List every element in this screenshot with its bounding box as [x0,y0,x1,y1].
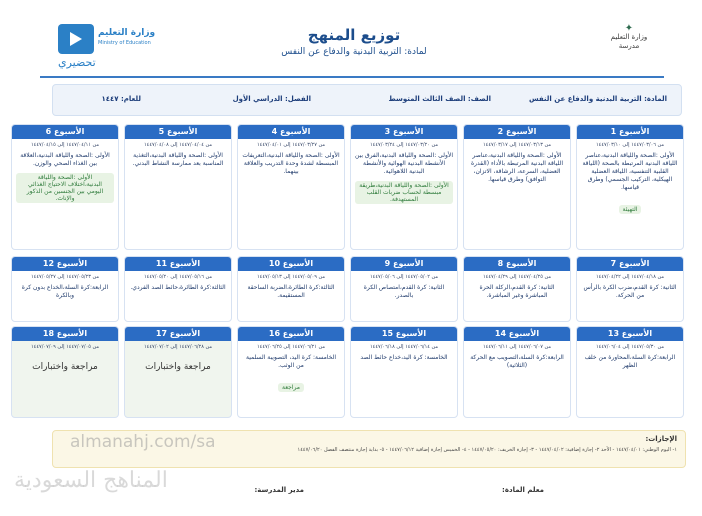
week-date: من ١٤٤٧/٠٤/٠٤ إلى ١٤٤٧/٠٤/٠٨ [143,142,213,148]
week-title: الأسبوع 14 [464,327,570,341]
week-title: الأسبوع 7 [577,257,683,271]
week-title: الأسبوع 3 [351,125,457,139]
week-card [463,124,571,250]
week-lesson: الثالثة:كرة الطائرة،الضربة الساحقة المستقيمة. [247,284,335,299]
week-date: من ١٤٤٧/٠٥/٠٩ إلى ١٤٤٧/٠٥/١٣ [256,274,326,280]
week-card [237,326,345,418]
week-date: من ١٤٤٧/٠٣/٢٠ إلى ١٤٤٧/٠٣/٢٤ [369,142,439,148]
week-lesson: الأولى :الصحة واللياقة البدنية،العلاقة بين الغذاء الصحي والوزن. [20,152,110,167]
week-card [350,326,458,418]
week-card [237,124,345,250]
week-card [11,256,119,322]
week-title: الأسبوع 8 [464,257,570,271]
week-title: الأسبوع 10 [238,257,344,271]
week-lesson: الأولى :الصحة واللياقة البدنية،التغذية المناسبة بعد ممارسة النشاط البدني. [132,152,224,167]
week-lesson: الخامسة: كرة اليد،خداع حائط الصد [360,354,448,361]
week-date: من ١٤٤٧/٠٣/٠٦ إلى ١٤٤٧/٠٣/١٠ [595,142,665,148]
week-card [350,124,458,250]
ministry-line-2: مدرسة [618,42,640,50]
watermark-url: almanahj.com/sa [70,432,216,452]
week-title: الأسبوع 12 [12,257,118,271]
week-title: الأسبوع 17 [125,327,231,341]
week-date: من ١٤٤٧/٠٦/٠٧ إلى ١٤٤٧/٠٦/١١ [482,344,552,350]
week-date: من ١٤٤٧/٠٤/٢٥ إلى ١٤٤٧/٠٤/٢٩ [482,274,552,280]
header-divider [40,76,664,78]
ministry-line-1: وزارة التعليم [610,33,648,41]
week-lesson: الثانية: كرة القدم،امتصاص الكرة بالصدر. [363,284,445,299]
week-date: من ١٤٤٧/٠٦/٢١ إلى ١٤٤٧/٠٦/٢٥ [256,344,326,350]
teacher-signature: معلم المادة: [502,486,544,494]
week-card [237,256,345,322]
header [34,10,670,68]
week-title: الأسبوع 13 [577,327,683,341]
principal-signature: مدير المدرسة: [254,486,304,494]
week-lesson: الثانية: كرة القدم،الركلة الحرة المباشرة وغير المباشرة. [479,284,555,299]
week-date: من ١٤٤٧/٠٣/١٣ إلى ١٤٤٧/٠٣/١٧ [482,142,552,148]
week-extra-lesson: مراجعة [278,383,304,392]
title-block [234,26,474,57]
week-card [124,326,232,418]
ministry-emblem [594,24,664,51]
week-lesson: الرابعة:كرة السلة،التصويب مع الحركة (الثلاثية) [470,354,564,369]
week-date: من ١٤٤٧/٠٣/٢٧ إلى ١٤٤٧/٠٤/٠١ [256,142,326,148]
page-title: توزيع المنهج [307,26,401,44]
week-date: من ١٤٤٧/٠٧/٠٥ إلى ١٤٤٧/٠٧/٠٩ [30,344,100,350]
week-card [576,124,684,250]
week-lesson: الخامسة: كرة اليد، التصويبة السلمية من الوثب. [246,354,336,369]
week-lesson: الأولى :الصحة واللياقة البدنية،الفرق بين الأنشطة البدنية الهوائية والأنشطة البدنية اللاهوائية. [355,152,453,175]
week-date: من ١٤٤٧/٠٤/١١ إلى ١٤٤٧/٠٤/١٥ [30,142,100,148]
week-extra-lesson: الأولى :الصحة واللياقة البدنية،اختلاف الاحتياج الغذائي اليومي بين الجنسين من الذكور والإناث. [16,173,114,203]
week-title: الأسبوع 1 [577,125,683,139]
week-lesson: الأولى :الصحة واللياقة البدنية،التعريفات المبسطة لشدة وحدة التدريب والعلاقة بينهما. [242,152,340,175]
week-date: من ١٤٤٧/٠٤/١٨ إلى ١٤٤٧/٠٤/٢٢ [595,274,665,280]
week-date: من ١٤٤٧/٠٥/٢٣ إلى ١٤٤٧/٠٥/٢٧ [30,274,100,280]
week-title: الأسبوع 5 [125,125,231,139]
emblem-icon: ✦ [624,23,634,34]
week-title: الأسبوع 16 [238,327,344,341]
info-subject: المادة: التربية البدنية والدفاع عن النفس [528,95,667,103]
week-lesson: الرابعة:كرة السلة،الخداع بدون كرة وبالكرة [21,284,109,299]
week-title: الأسبوع 6 [12,125,118,139]
week-lesson: الثانية: كرة القدم،ضرب الكرة بالرأس من الحركة. [583,284,677,299]
week-extra-lesson: التهيئة [619,205,642,214]
week-date: من ١٤٤٧/٠٦/١٤ إلى ١٤٤٧/٠٦/١٨ [369,344,439,350]
week-review: مراجعة واختبارات [32,362,98,372]
week-card [11,326,119,418]
info-year: للعام: ١٤٤٧ [101,95,141,103]
week-card [350,256,458,322]
week-card [124,124,232,250]
week-card [463,256,571,322]
week-date: من ١٤٤٧/٠٥/٣٠ إلى ١٤٤٧/٠٦/٠٤ [595,344,665,350]
week-title: الأسبوع 9 [351,257,457,271]
logo-english-name: Ministry of Education [98,40,151,46]
week-lesson: الأولى :الصحة واللياقة البدنية،عناصر اللياقة البدنية المرتبطة بالصحة (اللياقة القلبية التنفسية، اللياقة العضلية الهيكلية، التركيب الجسمي) وطرق قياسها. [582,152,678,191]
week-extra-lesson: الأولى :الصحة واللياقة البدنية،طريقة مبسطة لحساب ضربات القلب المستهدفة. [355,181,453,204]
logo-brand: تحضيري [58,56,96,69]
week-title: الأسبوع 2 [464,125,570,139]
week-date: من ١٤٤٧/٠٥/٠٢ إلى ١٤٤٧/٠٥/٠٦ [369,274,439,280]
watermark-name: المناهج السعودية [14,468,168,493]
week-date: من ١٤٤٧/٠٥/١٦ إلى ١٤٤٧/٠٥/٢٠ [143,274,213,280]
week-lesson: الأولى :الصحة واللياقة البدنية،عناصر اللياقة البدنية المرتبطة بالأداء (القدرة العضلية، السرعة، الرشاقة، الاتزان، التوافق) وطرق قياسها. [470,152,564,183]
week-card [124,256,232,322]
info-grade: الصف: الصف الثالث المتوسط [388,95,491,103]
info-bar [52,84,682,116]
week-title: الأسبوع 18 [12,327,118,341]
book-play-icon [58,24,94,54]
week-title: الأسبوع 15 [351,327,457,341]
info-term: الفصل: الدراسي الأول [232,95,311,103]
page-subtitle: لمادة: التربية البدنية والدفاع عن النفس [281,47,427,57]
week-title: الأسبوع 4 [238,125,344,139]
week-lesson: الرابعة:كرة السلة،المحاورة من خلف الظهر [584,354,676,369]
notes-title: الإجازات: [645,435,677,443]
notes-text: ١- اليوم الوطني: ١٤٤٧/٠٤/٠١ - الأحد ٢- إجازة إضافية: ١٤٤٧/٠٤/٠٢ - ٣- إجازة الخريف: ١٤٤٧/٠٥/٢٠ - ٤- الخميس إجازة إضافية ١٤٤٧/٠٦/١٢ - ٥- بداية إجازة منتصف الفصل ١٤٤٧/٠٦/٢٠ [297,447,677,453]
week-review: مراجعة واختبارات [145,362,211,372]
week-card [576,256,684,322]
week-card [11,124,119,250]
week-title: الأسبوع 11 [125,257,231,271]
week-card [463,326,571,418]
week-date: من ١٤٤٧/٠٦/٢٨ إلى ١٤٤٧/٠٧/٠٢ [143,344,213,350]
week-card [576,326,684,418]
ministry-logo [52,24,162,72]
logo-name: وزارة التعليم [98,28,156,38]
week-lesson: الثالثة:كرة الطائرة،حائط الصد الفردي. [130,284,226,291]
